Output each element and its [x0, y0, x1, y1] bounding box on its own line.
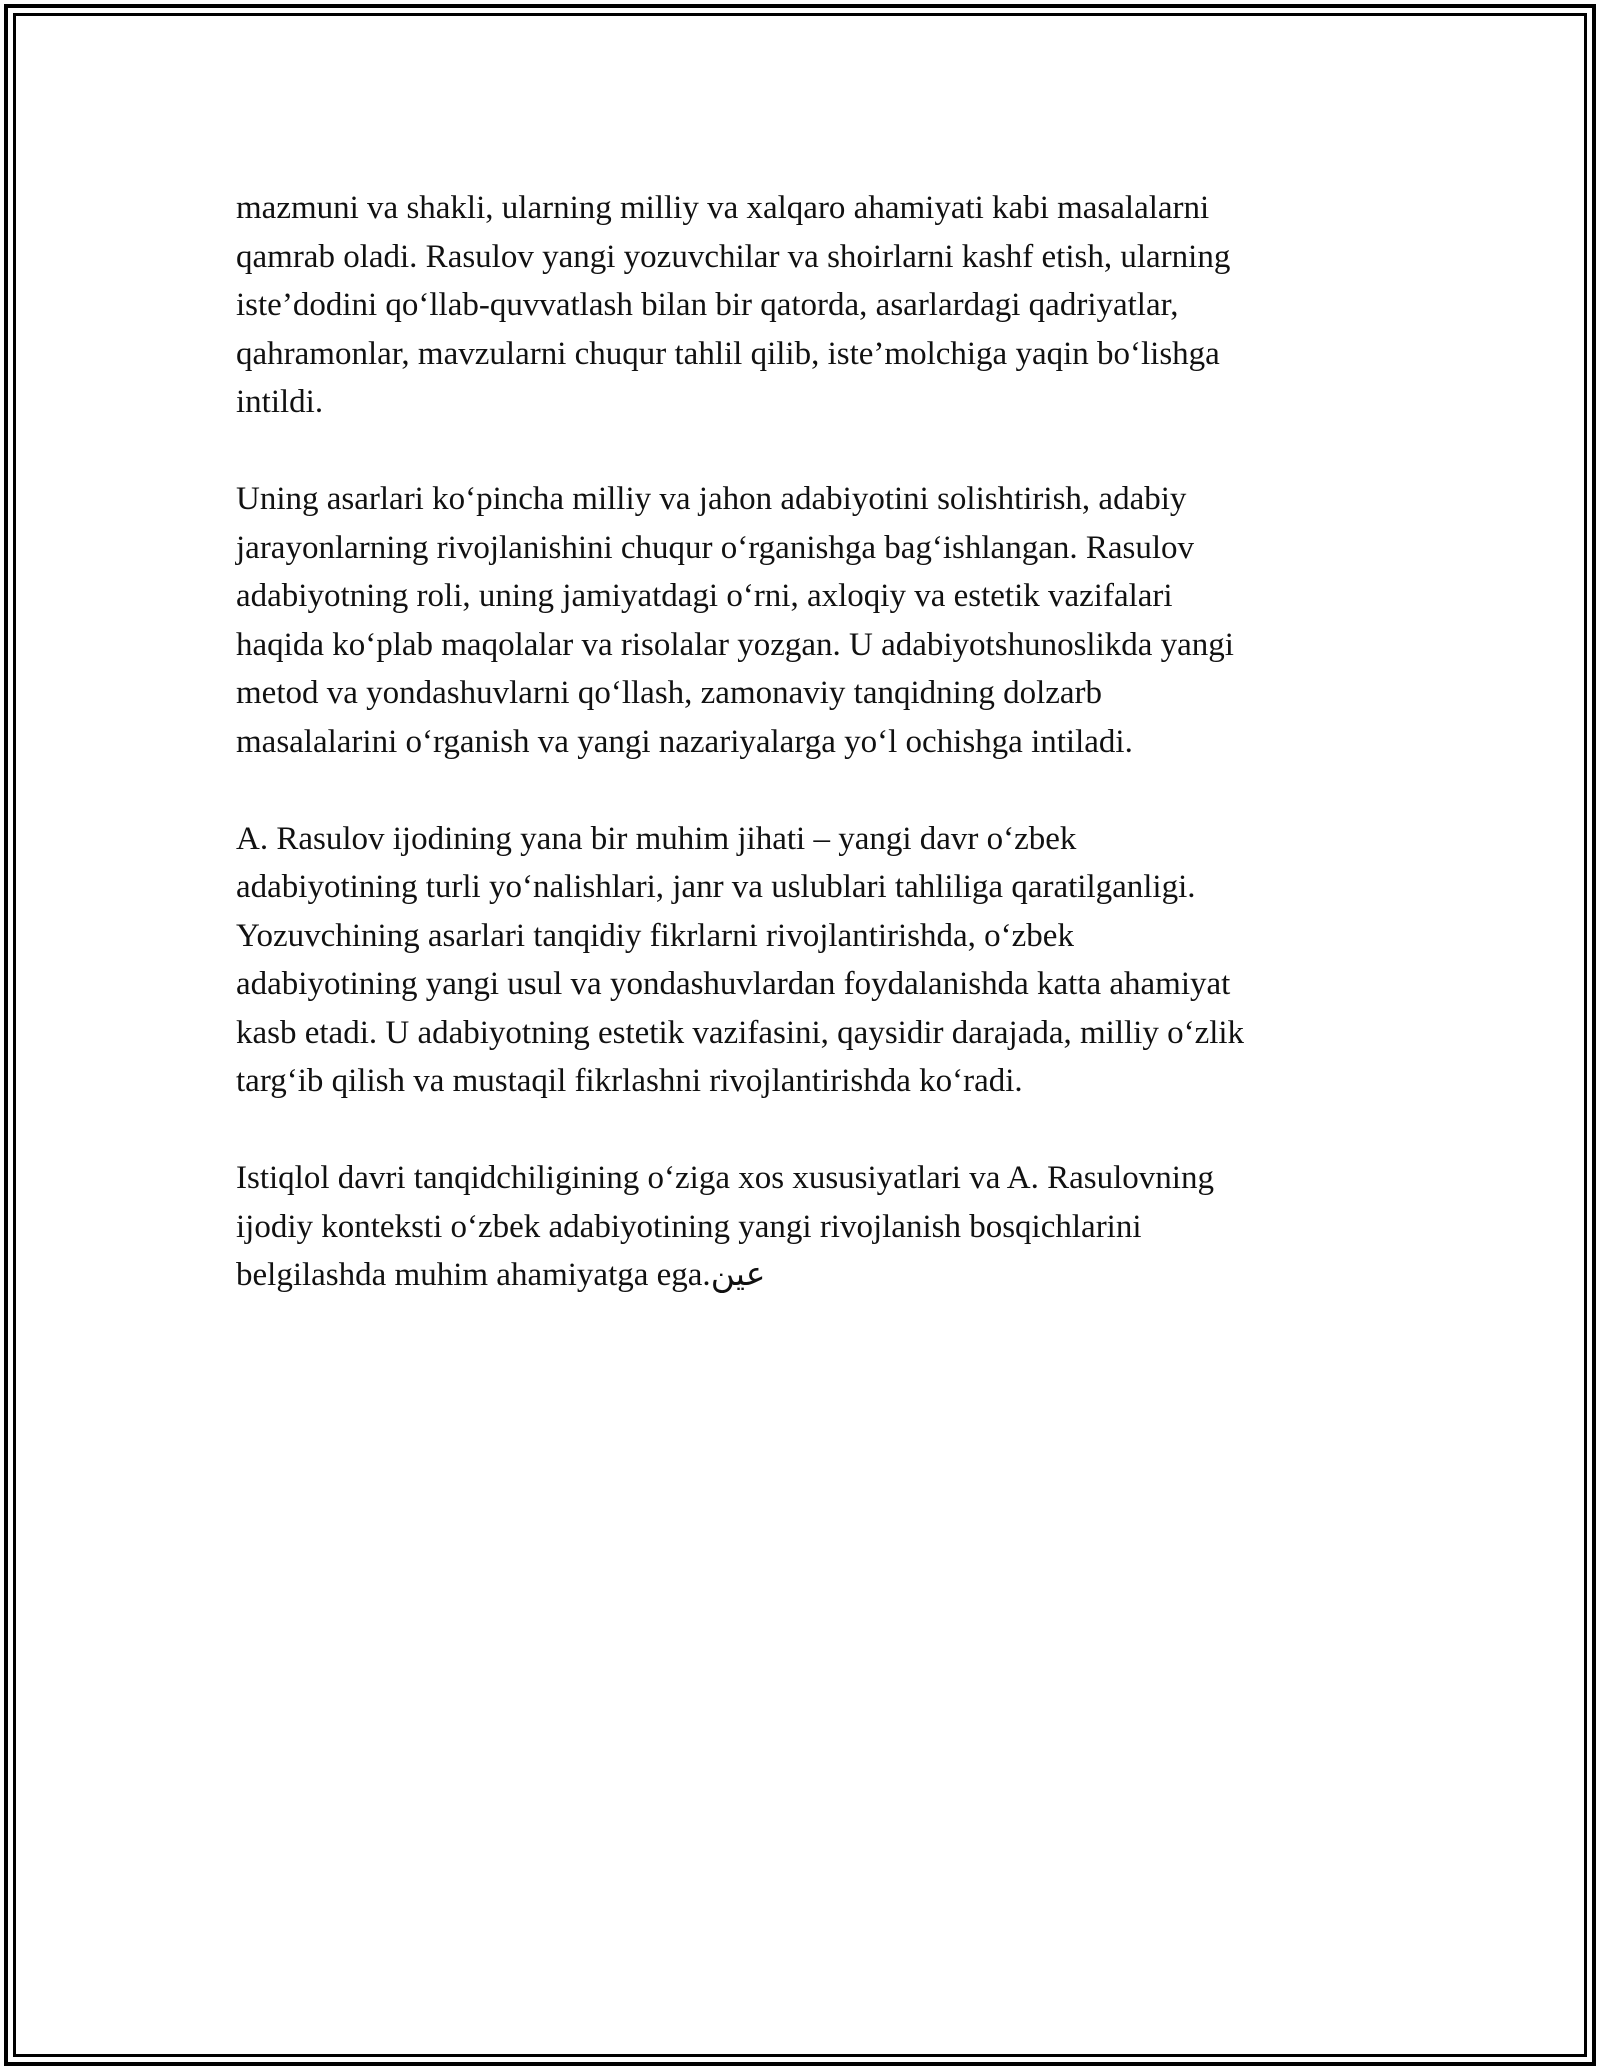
text-line: qamrab oladi. Rasulov yangi yozuvchilar va shoirlarni kashf etish, ularning	[236, 238, 1231, 275]
text-line: haqida ko‘plab maqolalar va risolalar yozgan. U adabiyotshunoslikda yangi	[236, 626, 1234, 663]
text-line: A. Rasulov ijodining yana bir muhim jihati – yangi davr o‘zbek	[236, 820, 1077, 857]
paragraph-2	[236, 475, 1366, 766]
text-line: iste’dodini qo‘llab-quvvatlash bilan bir qatorda, asarlardagi qadriyatlar,	[236, 287, 1179, 323]
text-line: targ‘ib qilish va mustaqil fikrlashni rivojlantirishda ko‘radi.	[236, 1063, 1023, 1099]
text-line: adabiyotning roli, uning jamiyatdagi o‘rni, axloqiy va estetik vazifalari	[236, 578, 1173, 614]
paragraph-1	[236, 184, 1366, 427]
text-line: ijodiy konteksti o‘zbek adabiyotining yangi rivojlanish bosqichlarini	[236, 1208, 1142, 1245]
text-line: metod va yondashuvlarni qo‘llash, zamonaviy tanqidning dolzarb	[236, 675, 1103, 711]
paragraph-4	[236, 1154, 1366, 1300]
text-line: qahramonlar, mavzularni chuqur tahlil qilib, iste’molchiga yaqin bo‘lishga	[236, 335, 1220, 372]
text-line: mazmuni va shakli, ularning milliy va xalqaro ahamiyati kabi masalalarni	[236, 190, 1210, 226]
text-line: jarayonlarning rivojlanishini chuqur o‘rganishga bag‘ishlangan. Rasulov	[236, 529, 1195, 566]
text-line: Uning asarlari ko‘pincha milliy va jahon adabiyotini solishtirish, adabiy	[236, 481, 1187, 517]
text-line: masalalarini o‘rganish va yangi nazariyalarga yo‘l ochishga intiladi.	[236, 723, 1133, 760]
text-line: Istiqlol davri tanqidchiligining o‘ziga xos xususiyatlari va A. Rasulovning	[236, 1160, 1214, 1196]
text-line: kasb etadi. U adabiyotning estetik vazifasini, qaysidir darajada, milliy o‘zlik	[236, 1014, 1245, 1051]
text-line: Yozuvchining asarlari tanqidiy fikrlarni rivojlantirishda, o‘zbek	[236, 917, 1074, 954]
text-line: adabiyotining yangi usul va yondashuvlardan foydalanishda katta ahamiyat	[236, 966, 1231, 1002]
document-body	[236, 184, 1366, 1300]
text-line: adabiyotining turli yo‘nalishlari, janr va uslublari tahliliga qaratilganligi.	[236, 869, 1196, 905]
text-line: belgilashda muhim ahamiyatga ega.عين	[236, 1257, 766, 1293]
paragraph-3	[236, 815, 1366, 1106]
text-line: intildi.	[236, 384, 324, 420]
